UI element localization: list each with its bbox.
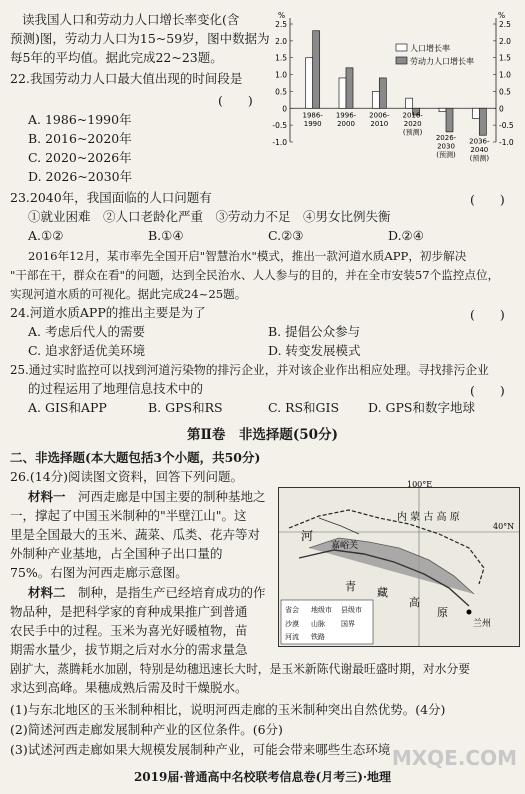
x-tick-label: 2036- <box>469 137 490 146</box>
bar-population <box>439 108 446 111</box>
q22-answer-paren[interactable]: ( ) <box>218 93 253 108</box>
watermark: MXQE.COM <box>391 746 517 770</box>
y-tick-label-right: 0.5 <box>499 87 511 97</box>
q23-option-c[interactable]: C.②③ <box>268 228 304 243</box>
population-growth-chart <box>268 10 518 188</box>
section-title: 第Ⅱ卷 非选择题(50分) <box>187 427 338 443</box>
material-2-line-3: 农民手中的过程。玉米为喜光好暖植物，苗 <box>10 623 248 638</box>
bar-labor <box>479 108 486 135</box>
part2-heading: 二、非选择题(本大题包括3个小题，共50分) <box>10 450 261 465</box>
legend-prefecture: 地级市 <box>311 606 332 614</box>
x-tick-label: 2000 <box>337 119 355 128</box>
bar-population <box>306 58 313 109</box>
qinghai-label-3: 高 <box>409 596 420 609</box>
q22-option-c[interactable]: C. 2020~2026年 <box>28 150 132 165</box>
material-1-label: 材料一 <box>28 489 66 504</box>
q22-option-a[interactable]: A. 1986~1990年 <box>28 112 132 127</box>
parallel-label: 40°N <box>493 522 515 531</box>
q23-option-d[interactable]: D.②④ <box>388 228 424 243</box>
legend-label-labor: 劳动力人口增长率 <box>410 57 474 66</box>
y-unit-left: % <box>278 11 286 20</box>
y-tick-label-left: 2.5 <box>275 20 287 29</box>
q25-option-a[interactable]: A. GIS和APP <box>28 400 107 415</box>
q25-answer-paren[interactable]: ( ) <box>470 383 505 398</box>
material-2-line-2: 物品种，是把科学家的育种成果推广到普通 <box>10 604 248 619</box>
bar-labor <box>313 31 320 109</box>
legend-river: 河流 <box>285 633 299 641</box>
y-tick-label-left: 1.5 <box>275 53 287 63</box>
q22-option-d[interactable]: D. 2026~2030年 <box>28 169 133 184</box>
material-1-line-2: 一，撑起了中国玉米制种的"半壁江山"。这 <box>10 508 247 523</box>
material-2-line-1 <box>28 585 266 601</box>
river-line <box>319 518 359 534</box>
x-tick-label: 2026- <box>435 133 457 142</box>
q25-option-c[interactable]: C. RS和GIS <box>268 400 340 415</box>
qinghai-label-2: 藏 <box>377 586 388 599</box>
x-tick-label: 2040 <box>470 145 489 154</box>
he-label: 河 <box>301 529 314 543</box>
intro-line-2: 预测)图，劳动力人口为15~59岁，图中数据为 <box>10 31 270 46</box>
legend-railway: 铁路 <box>311 633 325 641</box>
q23-stem: 23.2040年，我国面临的人口问题有 <box>10 190 212 205</box>
q22-option-b[interactable]: B. 2016~2020年 <box>28 131 132 146</box>
q23-option-b[interactable]: B.①④ <box>148 228 184 243</box>
jiayuguan-label: 嘉峪关 <box>331 541 359 551</box>
material-2-text-1: 制种，是指生产已经培育成功的作 <box>78 585 266 600</box>
material-2-label: 材料二 <box>28 585 66 600</box>
meridian-label: 100°E <box>407 480 433 489</box>
x-tick-label: 2010 <box>370 119 389 128</box>
y-tick-label-right: 2.5 <box>499 20 511 29</box>
material-1-line-5: 75%。右图为河西走廊示意图。 <box>10 565 188 580</box>
material-1-line-1 <box>28 489 266 505</box>
x-tick-label: 2020 <box>403 119 422 128</box>
q26-sub-1: (1)与东北地区的玉米制种相比，说明河西走廊的玉米制种突出自然优势。(4分) <box>10 702 446 717</box>
passage-line-2: "干部在干，群众在看"的问题，达到全民治水、人人参与的目的，并在全市安装57个监控点位， <box>10 268 500 282</box>
legend-swatch-population <box>396 44 407 51</box>
x-tick-label: 1996- <box>335 111 357 120</box>
material-1-text-1: 河西走廊是中国主要的制种基地之 <box>78 489 266 504</box>
y-tick-label-left: 0 <box>282 104 287 114</box>
y-tick-label-right: 1.0 <box>499 70 511 80</box>
q23-answer-paren[interactable]: ( ) <box>470 192 505 207</box>
passage-line-3: 实现河道水质的可视化。据此完成24~25题。 <box>10 287 247 301</box>
y-tick-label-right: 0 <box>499 104 504 114</box>
inner-mongolia-label: 内 蒙 古 高 原 <box>397 512 460 523</box>
q23-choices: ①就业困难 ②人口老龄化严重 ③劳动力不足 ④男女比例失衡 <box>28 209 391 224</box>
bar-population <box>472 108 479 118</box>
material-2-line-6: 求达到高峰。果穗成熟后需及时干燥脱水。 <box>10 680 248 695</box>
bar-labor <box>379 78 386 108</box>
page-footer: 2019届·普通高中名校联考信息卷(月考三)·地理 <box>133 770 392 784</box>
bar-labor <box>446 108 453 132</box>
legend-capital: 省会 <box>285 606 299 614</box>
legend-desert: 沙漠 <box>285 620 299 628</box>
y-tick-label-left: 2.0 <box>275 36 287 46</box>
y-tick-label-right: -0.5 <box>499 121 514 131</box>
q24-option-a[interactable]: A. 考虑后代人的需要 <box>28 324 145 339</box>
y-unit-right: % <box>498 11 506 20</box>
q26-sub-2: (2)简述河西走廊发展制种产业的区位条件。(6分) <box>10 722 283 737</box>
hexi-corridor-map <box>278 480 520 647</box>
x-tick-label: 1990 <box>303 119 322 128</box>
lanzhou-marker <box>467 610 472 615</box>
material-2-line-4: 期需水量少，拔节期之后对水分的需求量急 <box>10 642 248 657</box>
material-1-line-4: 外制种产业基地，占全国种子出口量的 <box>10 546 223 561</box>
q23-option-a[interactable]: A.①② <box>28 228 64 243</box>
q24-option-b[interactable]: B. 提倡公众参与 <box>268 324 361 339</box>
qinghai-label-1: 青 <box>345 580 356 593</box>
legend-swatch-labor <box>396 57 407 64</box>
bar-population <box>372 91 379 108</box>
q26-sub-3: (3)试述河西走廊如果大规模发展制种产业，可能会带来哪些生态环境 <box>10 742 391 757</box>
x-tick-label: (预测) <box>436 150 456 159</box>
x-tick-label: 2006- <box>369 111 390 120</box>
legend-mountain: 山脉 <box>311 620 325 628</box>
lanzhou-label: 兰州 <box>473 619 492 629</box>
q25-option-b[interactable]: B. GPS和RS <box>148 400 223 415</box>
q24-stem: 24.河道水质APP的推出主要是为了 <box>10 305 206 320</box>
q26-header: 26.(14分)阅读图文资料，回答下列问题。 <box>10 469 244 484</box>
x-tick-label: (预测) <box>469 154 490 163</box>
material-2-line-5: 剧扩大，蒸腾耗水加剧，特别是幼穗迅速长大时，是玉米新陈代谢最旺盛时期，对水分要 <box>10 662 471 676</box>
q25-stem-1: 25.通过实时监控可以找到河道污染物的排污企业，并对该企业作出相应处理。寻找排污企业 <box>10 363 489 377</box>
y-tick-label-right: 1.5 <box>499 53 511 63</box>
y-tick-label-right: -1.0 <box>499 138 514 147</box>
material-1-line-3: 里是全国最大的玉米、蔬菜、瓜类、花卉等对 <box>10 527 261 542</box>
bar-population <box>406 98 413 108</box>
q25-stem-2: 的过程运用了地理信息技术中的 <box>28 381 204 396</box>
legend-border: 国界 <box>341 620 355 628</box>
q22-stem: 22.我国劳动力人口最大值出现的时间段是 <box>10 71 243 86</box>
x-tick-label: 2030 <box>437 142 455 151</box>
y-tick-label-right: 2.0 <box>499 36 511 46</box>
bar-population <box>339 78 346 108</box>
x-tick-label: 2016- <box>402 111 423 120</box>
q24-option-d[interactable]: D. 转变发展模式 <box>268 343 361 358</box>
intro-line-3: 每5年的平均值。据此完成22~23题。 <box>10 50 223 65</box>
y-tick-label-left: -1.0 <box>272 138 287 147</box>
y-tick-label-left: -0.5 <box>272 121 287 131</box>
y-tick-label-left: 1.0 <box>275 70 287 80</box>
intro-line-1: 读我国人口和劳动力人口增长率变化(含 <box>22 12 240 27</box>
y-tick-label-left: 0.5 <box>275 87 287 97</box>
legend-county: 县级市 <box>341 606 362 614</box>
legend-label-population: 人口增长率 <box>410 44 450 53</box>
qinghai-label-4: 原 <box>437 606 448 619</box>
q24-option-c[interactable]: C. 追求舒适优美环境 <box>28 343 146 358</box>
x-tick-label: (预测) <box>402 128 423 137</box>
passage-line-1: 2016年12月，某市率先全国开启"智慧治水"模式，推出一款河道水质APP，初步解决 <box>28 249 467 263</box>
x-tick-label: 1986- <box>302 111 323 120</box>
bar-labor <box>346 68 353 108</box>
q24-answer-paren[interactable]: ( ) <box>470 307 505 322</box>
q25-option-d[interactable]: D. GPS和数字地球 <box>368 400 475 415</box>
